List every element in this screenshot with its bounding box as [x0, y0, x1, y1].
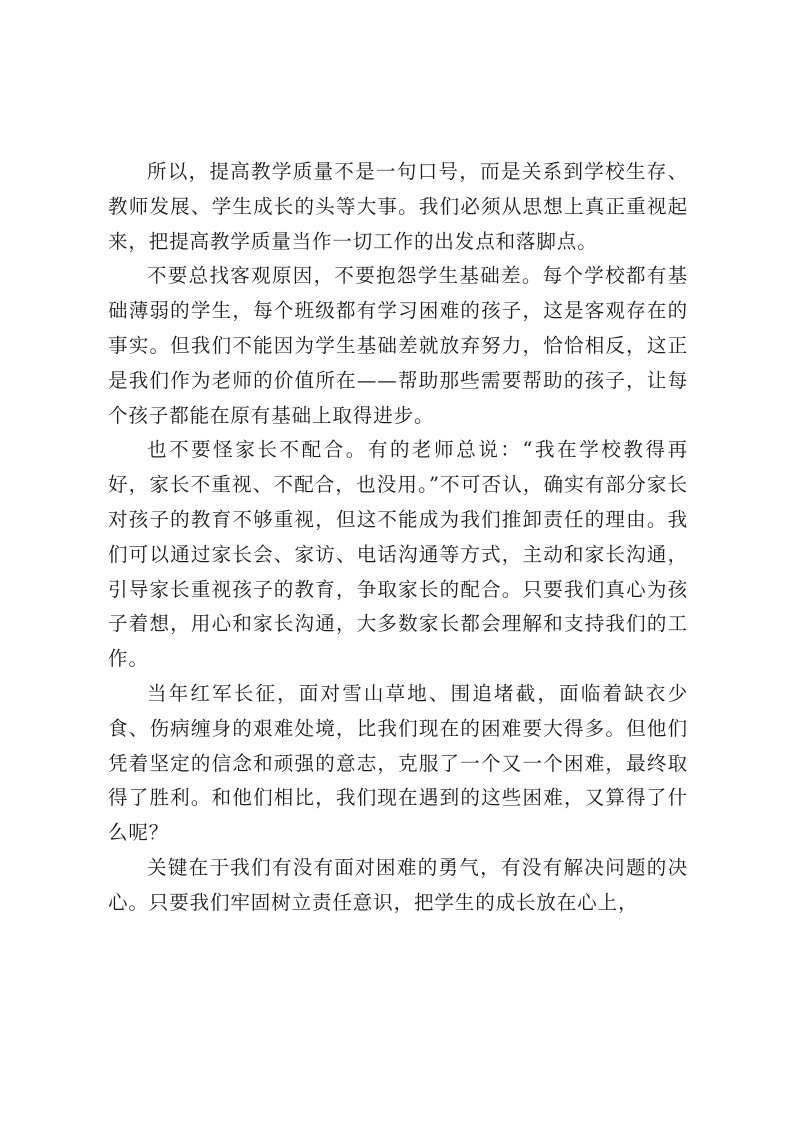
- paragraph: 所以，提高教学质量不是一句口号，而是关系到学校生存、教师发展、学生成长的头等大事。我们必须从思想上真正重视起来，把提高教学质量当作一切工作的出发点和落脚点。: [108, 160, 688, 253]
- paragraph: 当年红军长征，面对雪山草地、围追堵截，面临着缺衣少食、伤病缠身的艰难处境，比我们现在的困难要大得多。但他们凭着坚定的信念和顽强的意志，克服了一个又一个困难，最终取得了胜利。和他们相比，我们现在遇到的这些困难，又算得了什么呢？: [108, 681, 688, 845]
- paragraph: 关键在于我们有没有面对困难的勇气，有没有解决问题的决心。只要我们牢固树立责任意识，把学生的成长放在心上，: [108, 855, 688, 914]
- document-body: [108, 155, 688, 921]
- paragraph: 也不要怪家长不配合。有的老师总说：“我在学校教得再好，家长不重视、不配合，也没用。”不可否认，确实有部分家长对孩子的教育不够重视，但这不能成为我们推卸责任的理由。我们可以通过家长会、家访、电话沟通等方式，主动和家长沟通，引导家长重视孩子的教育，争取家长的配合。只要我们真心为孩子着想，用心和家长沟通，大多数家长都会理解和支持我们的工作。: [108, 438, 688, 671]
- paragraph: 不要总找客观原因，不要抱怨学生基础差。每个学校都有基础薄弱的学生，每个班级都有学习困难的孩子，这是客观存在的事实。但我们不能因为学生基础差就放弃努力，恰恰相反，这正是我们作为老师的价值所在——帮助那些需要帮助的孩子，让每个孩子都能在原有基础上取得进步。: [108, 264, 688, 427]
